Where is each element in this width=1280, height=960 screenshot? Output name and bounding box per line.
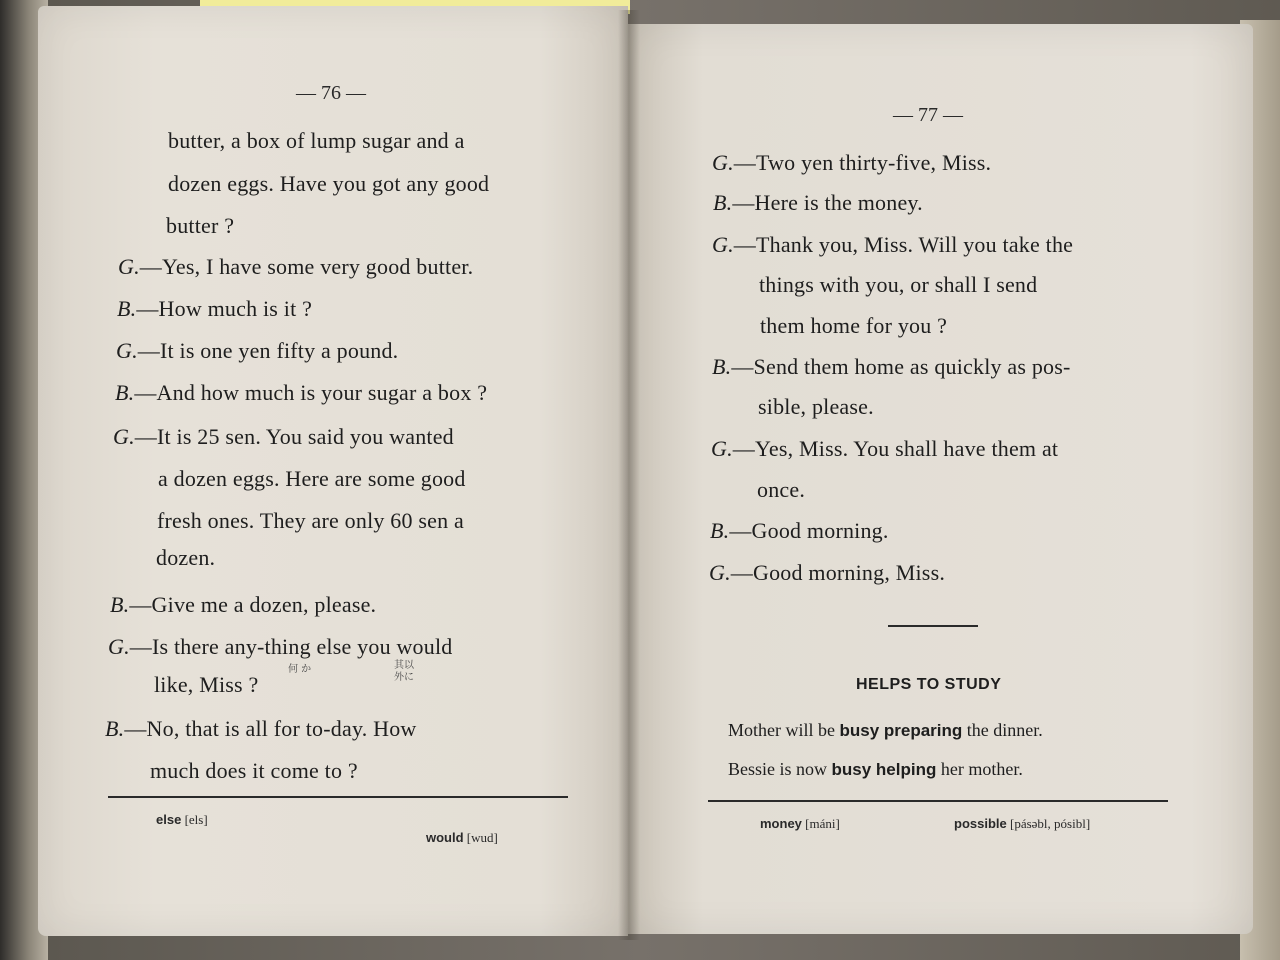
handwritten-annotation-2: 其以 外に <box>394 660 414 683</box>
right-footnote-possible: possible [pásəbl, pósibl] <box>954 816 1091 831</box>
right-line-2: B.—Here is the money. <box>713 190 923 215</box>
left-line-15: B.—No, that is all for to-day. How <box>105 716 417 741</box>
left-line-9: a dozen eggs. Here are some good <box>158 466 466 491</box>
left-line-5: B.—How much is it ? <box>117 296 313 321</box>
left-line-13: G.—Is there any-thing else you would <box>108 634 453 659</box>
left-line-6: G.—It is one yen fifty a pound. <box>116 338 399 363</box>
left-footnote-would: would [wud] <box>426 830 498 845</box>
left-page-number: — 76 — <box>296 82 366 104</box>
right-line-9: once. <box>757 477 806 502</box>
right-footnote-rule <box>708 800 1168 802</box>
book-gutter <box>618 10 640 940</box>
left-line-11: dozen. <box>156 545 216 570</box>
left-line-3: butter ? <box>166 213 235 238</box>
right-line-5: them home for you ? <box>760 313 948 338</box>
right-page-number: — 77 — <box>893 104 963 126</box>
right-line-1: G.—Two yen thirty-five, Miss. <box>712 150 992 175</box>
right-line-11: G.—Good morning, Miss. <box>709 560 946 585</box>
handwritten-annotation-1: 何 か <box>288 664 312 675</box>
helps-to-study-title: HELPS TO STUDY <box>856 676 1002 693</box>
right-line-7: sible, please. <box>758 394 874 419</box>
right-line-10: B.—Good morning. <box>710 518 889 543</box>
right-line-6: B.—Send them home as quickly as pos- <box>712 354 1071 379</box>
right-footnote-money: money [máni] <box>760 816 840 831</box>
helps-line-1: Mother will be busy preparing the dinner. <box>728 720 1043 740</box>
left-line-1: butter, a box of lump sugar and a <box>168 128 465 153</box>
right-line-4: things with you, or shall I send <box>759 272 1038 297</box>
left-line-8: G.—It is 25 sen. You said you wanted <box>113 424 454 449</box>
left-line-4: G.—Yes, I have some very good butter. <box>118 254 474 279</box>
left-line-10: fresh ones. They are only 60 sen a <box>157 508 464 533</box>
left-line-14: like, Miss ? <box>154 672 259 697</box>
right-section-rule <box>888 625 978 627</box>
right-line-8: G.—Yes, Miss. You shall have them at <box>711 436 1059 461</box>
right-line-3: G.—Thank you, Miss. Will you take the <box>712 232 1074 257</box>
left-line-16: much does it come to ? <box>150 758 358 783</box>
left-line-7: B.—And how much is your sugar a box ? <box>115 380 488 405</box>
left-line-2: dozen eggs. Have you got any good <box>168 171 490 196</box>
left-line-12: B.—Give me a dozen, please. <box>110 592 377 617</box>
left-footnote-rule <box>108 796 568 798</box>
helps-line-2: Bessie is now busy helping her mother. <box>728 759 1023 779</box>
left-footnote-else: else [els] <box>156 812 208 827</box>
